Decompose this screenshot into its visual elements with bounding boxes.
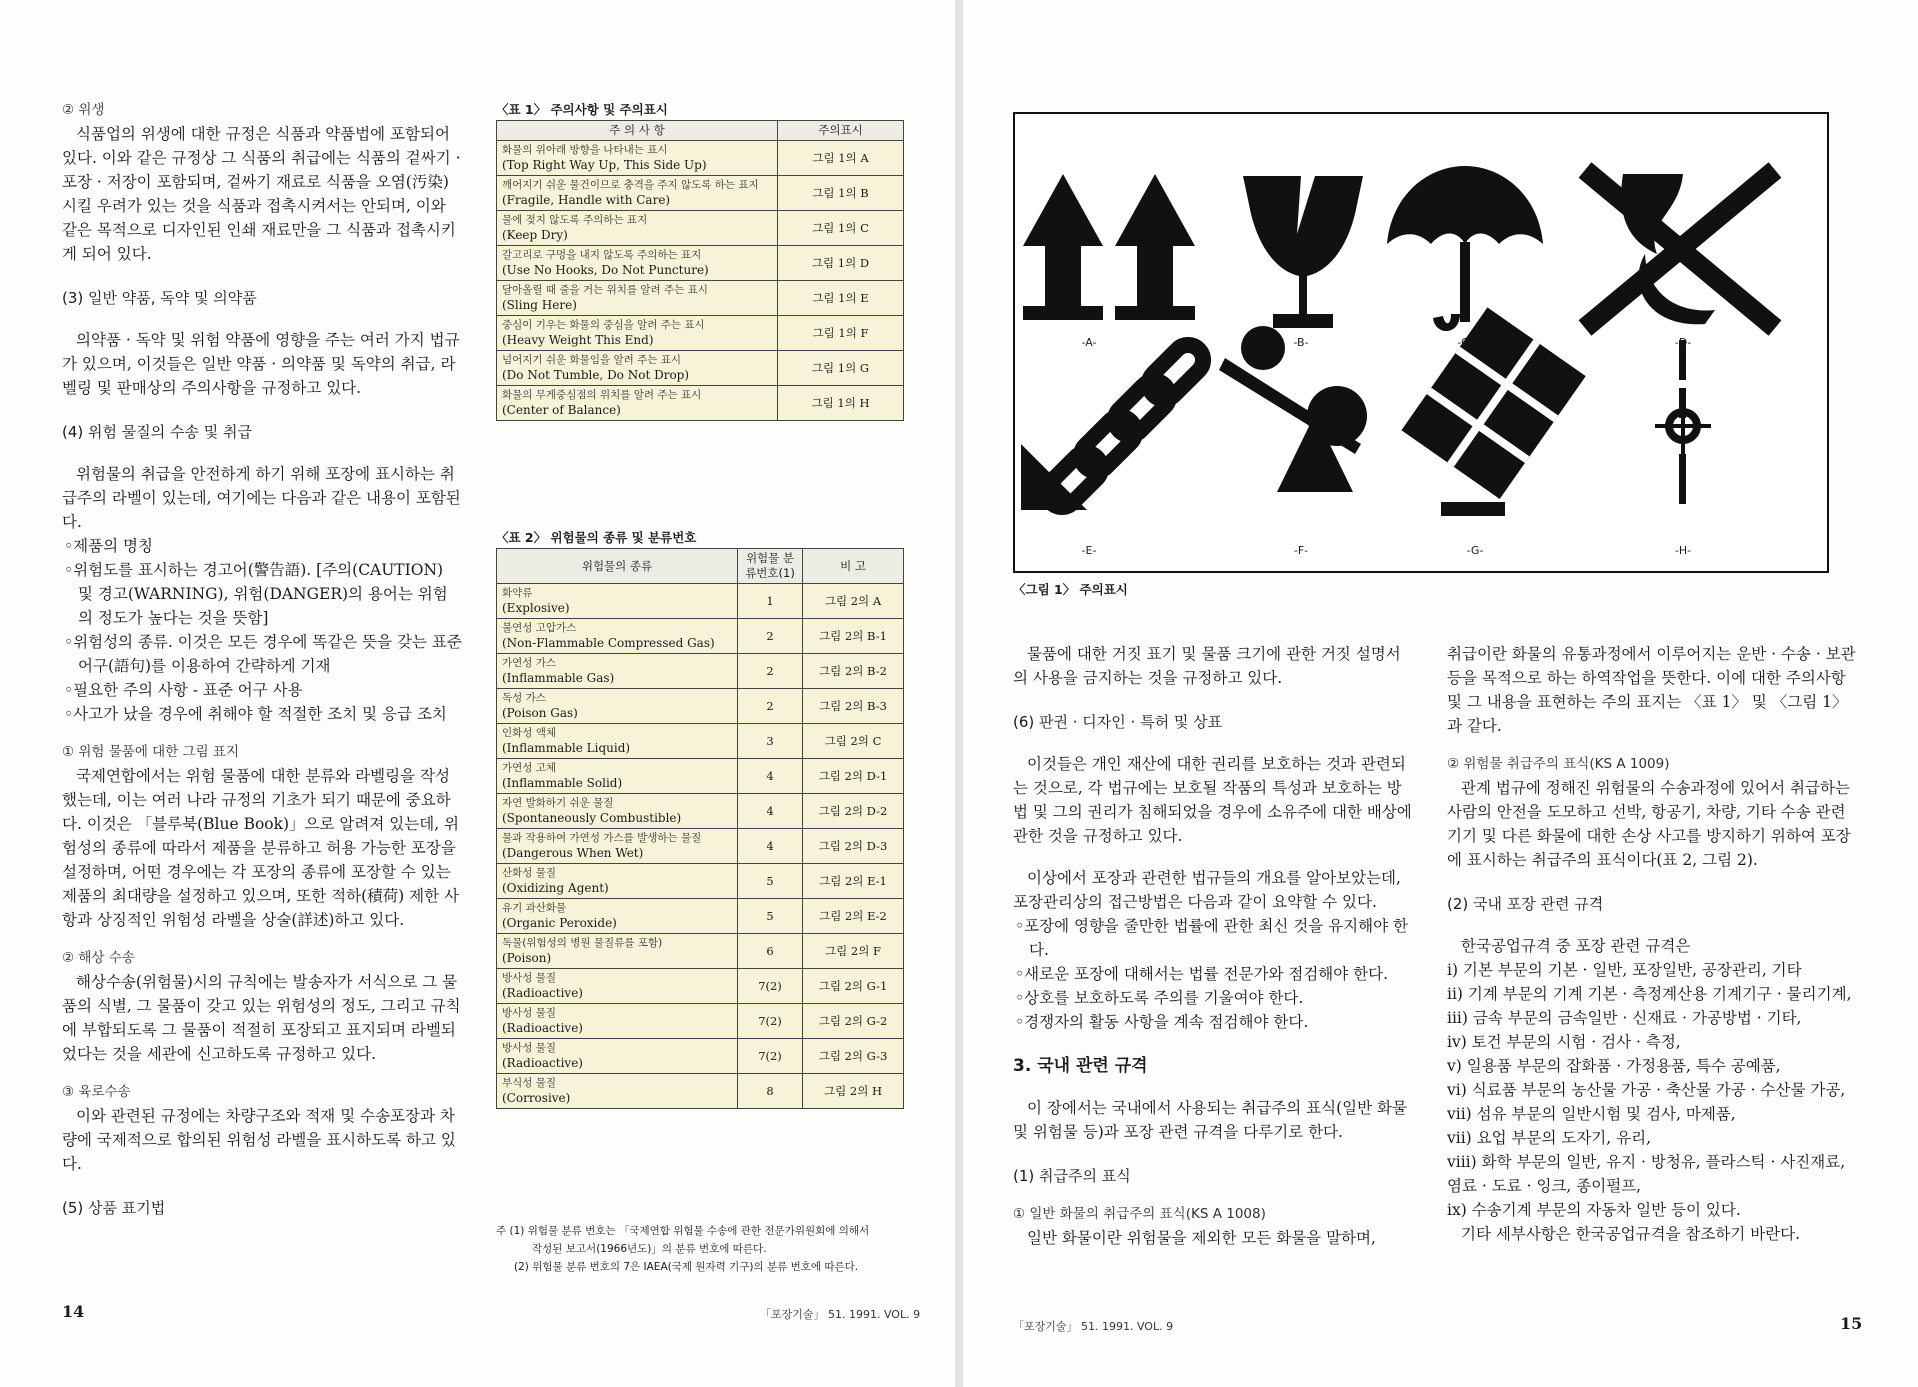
table-row: [497, 969, 904, 1004]
chapter-3-heading: 3. 국내 관련 규격: [1013, 1056, 1148, 1076]
caution-description-cell: [497, 351, 778, 386]
hazard-type-cell: [497, 864, 738, 899]
hazard-note-cell: 그림 2의 B-1: [803, 619, 904, 654]
caution-english-text: (Do Not Tumble, Do Not Drop): [502, 368, 690, 382]
list-item: ◦새로운 포장에 대해서는 법률 전문가와 점검해야 한다.: [1015, 965, 1389, 983]
hazard-class-number-cell: 2: [738, 654, 803, 689]
hazard-note-cell: 그림 2의 G-3: [803, 1039, 904, 1074]
heavy-weight-end-icon: [1219, 326, 1367, 492]
subsection-hygiene-heading: ② 위생: [62, 102, 105, 118]
list-item: viii) 화학 부문의 일반, 유지 · 방청유, 플라스틱 · 사진재료, 염료 · 도료 · 잉크, 종이펄프,: [1447, 1153, 1846, 1195]
caution-korean-text: 달아올릴 때 줄을 거는 위치를 알려 주는 표시: [502, 284, 708, 296]
footnote: (2) 위험물 분류 번호의 7은 IAEA(국제 원자력 기구)의 분류 번호에 따른다.: [514, 1261, 859, 1273]
list-item: ◦포장에 영향을 줄만한 법률에 관한 최신 것을 유지해야 한다.: [1015, 917, 1408, 959]
caution-english-text: (Center of Balance): [502, 403, 621, 417]
list-item: ◦위험성의 종류. 이것은 모든 경우에 똑같은 뜻을 갖는 표준어구(語句)를 이용하여 간략하게 기재: [64, 633, 462, 675]
caution-description-cell: [497, 316, 778, 351]
hazard-note-cell: 그림 2의 C: [803, 724, 904, 759]
list-item: vii) 섬유 부문의 일반시험 및 검사, 마제품,: [1447, 1105, 1736, 1123]
table-row: [497, 211, 904, 246]
list-item: vi) 식료품 부문의 농산물 가공 · 축산물 가공 · 수산물 가공,: [1447, 1081, 1846, 1099]
hazard-type-cell: [497, 654, 738, 689]
page-footer: 「포장기술」 51. 1991. VOL. 9: [1013, 1320, 1174, 1333]
paragraph-summary: 이상에서 포장과 관련한 법규들의 개요를 알아보았는데, 포장관리상의 접근방법은 다음과 같이 요약할 수 있다.: [1013, 869, 1401, 911]
caution-korean-text: 갈고리로 구멍을 내지 않도록 주의하는 표지: [502, 249, 702, 261]
caution-english-text: (Sling Here): [502, 298, 577, 312]
table2-caption: 〈표 2〉 위험물의 종류 및 분류번호: [496, 530, 697, 545]
figure-label-h: -H-: [1674, 544, 1692, 557]
list-item: ii) 기계 부문의 기계 기본 · 측정계산용 기계기구 · 물리기계,: [1447, 985, 1852, 1003]
list-item: ◦필요한 주의 사항 - 표준 어구 사용: [64, 681, 303, 699]
hazard-korean-text: 방사성 물질: [502, 1042, 557, 1054]
paragraph-sea: 해상수송(위험물)시의 규칙에는 발송자가 서식으로 그 물품의 식별, 그 물품이 갖고 있는 위험성의 정도, 그리고 규칙에 부합되도록 그 물품이 적절히 포장되고 표지되며 라벨되었다는 것을 세관에 신고하도록 규정하고 있다.: [62, 973, 461, 1063]
hazard-english-text: (Inflammable Solid): [502, 776, 623, 790]
left-text-column: [62, 98, 462, 1220]
hazard-type-cell: [497, 619, 738, 654]
subsection-sea-heading: ② 해상 수송: [62, 950, 135, 966]
hazard-class-number-cell: 2: [738, 689, 803, 724]
hazard-class-number-cell: 8: [738, 1074, 803, 1109]
left-page: [0, 0, 955, 1387]
table-row: [497, 351, 904, 386]
hazard-english-text: (Poison Gas): [502, 706, 578, 720]
hazard-class-number-cell: 4: [738, 794, 803, 829]
right-text-column-2: [1447, 642, 1862, 1246]
list-item: ◦경쟁자의 활동 사항을 계속 점검해야 한다.: [1015, 1013, 1309, 1031]
center-of-balance-icon: [1655, 340, 1711, 504]
table-row: [497, 1074, 904, 1109]
caution-korean-text: 화물의 위아래 방향을 나타내는 표시: [502, 144, 668, 156]
hazard-type-cell: [497, 794, 738, 829]
list-item: v) 일용품 부문의 잡화품 · 가정용품, 특수 공예품,: [1447, 1057, 1781, 1075]
hazard-english-text: (Inflammable Liquid): [502, 741, 631, 755]
hazard-english-text: (Explosive): [502, 601, 570, 615]
hazard-note-cell: 그림 2의 G-2: [803, 1004, 904, 1039]
hazard-class-number-cell: 5: [738, 864, 803, 899]
hazard-english-text: (Radioactive): [502, 1021, 583, 1035]
page-footer: 「포장기술」 51. 1991. VOL. 9: [760, 1308, 921, 1321]
figure-label-b: -B-: [1293, 336, 1309, 349]
hazard-korean-text: 물과 작용하여 가연성 가스를 발생하는 물질: [502, 832, 702, 844]
figure-label-f: -F-: [1293, 544, 1309, 557]
hazard-korean-text: 자연 발화하기 쉬운 물질: [502, 797, 614, 809]
caution-description-cell: [497, 386, 778, 421]
table-row: [497, 829, 904, 864]
table-row: [497, 934, 904, 969]
caution-mark-cell: 그림 1의 D: [778, 246, 904, 281]
table-row: [497, 141, 904, 176]
hazard-note-cell: 그림 2의 G-1: [803, 969, 904, 1004]
table1: [496, 120, 904, 421]
subsection-pictogram-heading: ① 위험 물품에 대한 그림 표지: [62, 744, 240, 760]
hazard-class-number-cell: 1: [738, 584, 803, 619]
table-row: [497, 689, 904, 724]
hazard-type-cell: [497, 1039, 738, 1074]
caution-mark-cell: 그림 1의 G: [778, 351, 904, 386]
section-4-heading: (4) 위험 물질의 수송 및 취급: [62, 423, 252, 441]
caution-korean-text: 물에 젖지 않도록 주의하는 표지: [502, 214, 648, 226]
paragraph-land: 이와 관련된 규정에는 차량구조와 적재 및 수송포장과 차량에 국제적으로 합의된 위험성 라벨을 표시하도록 하고 있다.: [62, 1107, 456, 1173]
list-item: vii) 요업 부문의 도자기, 유리,: [1447, 1129, 1652, 1147]
paragraph-ks-intro: 한국공업규격 중 포장 관련 규격은: [1461, 937, 1691, 955]
footnote: 작성된 보고서(1966년도)」의 분류 번호에 따른다.: [532, 1243, 767, 1255]
caution-mark-cell: 그림 1의 B: [778, 176, 904, 211]
paragraph-section-3: 의약품 · 독약 및 위험 약품에 영향을 주는 여러 가지 법규가 있으며, 이것들은 일반 약품 · 의약품 및 독약의 취급, 라벨링 및 판매상의 주의사항을 규정하고 있다.: [62, 331, 460, 397]
hazard-class-number-cell: 6: [738, 934, 803, 969]
table-row: [497, 316, 904, 351]
table-row: [497, 1039, 904, 1074]
paragraph-section-4: 위험물의 취급을 안전하게 하기 위해 포장에 표시하는 취급주의 라벨이 있는데, 여기에는 다음과 같은 내용이 포함된다.: [62, 465, 461, 531]
table-row: [497, 899, 904, 934]
caution-mark-cell: 그림 1의 F: [778, 316, 904, 351]
hazard-class-number-cell: 7(2): [738, 1004, 803, 1039]
footnote: 주 (1) 위험물 분류 번호는 「국제연합 위험물 수송에 관한 전문가위원회에 의해서: [496, 1225, 870, 1237]
caution-english-text: (Fragile, Handle with Care): [502, 193, 671, 207]
table-row: [497, 584, 904, 619]
hazard-korean-text: 독물(위험성의 병원 물질류를 포함): [502, 937, 663, 949]
sling-here-chain-icon: [1041, 339, 1209, 513]
paragraph-general-cargo: 일반 화물이란 위험물을 제외한 모든 화물을 말하며,: [1027, 1229, 1376, 1247]
subsection-general-cargo-heading: ① 일반 화물의 취급주의 표식(KS A 1008): [1013, 1206, 1266, 1222]
paragraph-pictogram: 국제연합에서는 위험 물품에 대한 분류와 라벨링을 작성했는데, 이는 여러 나라 규정의 기초가 되기 때문에 중요하다. 이것은 「블루북(Blue Book)」으로 알려져 있는데, 위험성의 종류에 따라서 제품을 분류하고 허용 가능한 포장을 설정하며, 어떤 경우에는 각 포장의 종류에 포장할 수 있는 제품의 최대량을 설정하고 있으며, 또한 적하(積荷) 제한 사항과 상징적인 위험성 라벨을 상술(詳述)하고 있다.: [62, 767, 460, 929]
hazard-note-cell: 그림 2의 D-2: [803, 794, 904, 829]
hazard-english-text: (Poison): [502, 951, 552, 965]
fragile-glass-icon: [1243, 176, 1363, 328]
paragraph-hygiene: 식품업의 위생에 대한 규정은 식품과 약품법에 포함되어 있다. 이와 같은 규정상 그 식품의 취급에는 식품의 겉싸기 · 포장 · 저장이 포함되며, 겉싸기 재료로 식품을 오염(汚染)시킬 우려가 있는 것을 식품과 접촉시켜서는 안되며, 이와 같은 목적으로 디자인된 인쇄 재료만을 그 식품과 접촉시키게 되어 있다.: [62, 125, 461, 263]
hazard-type-cell: [497, 969, 738, 1004]
hazard-class-number-cell: 7(2): [738, 1039, 803, 1074]
caution-english-text: (Top Right Way Up, This Side Up): [502, 158, 707, 172]
figure-handling-marks: [1013, 112, 1829, 573]
caution-description-cell: [497, 246, 778, 281]
hazard-note-cell: 그림 2의 A: [803, 584, 904, 619]
caution-mark-cell: 그림 1의 A: [778, 141, 904, 176]
list-item: ix) 수송기계 부문의 자동차 일반 등이 있다.: [1447, 1201, 1741, 1219]
figure-label-d: -D-: [1674, 336, 1692, 349]
hazard-english-text: (Dangerous When Wet): [502, 846, 644, 860]
list-item: ◦위험도를 표시하는 경고어(警告語). [주의(CAUTION) 및 경고(WARNING), 위험(DANGER)의 용어는 위험의 정도가 높다는 것을 뜻함]: [64, 561, 448, 627]
figure-label-e: -E-: [1081, 544, 1097, 557]
table-header: 주의표시: [778, 121, 904, 141]
list-item: ◦제품의 명칭: [64, 537, 153, 555]
list-item: ◦상호를 보호하도록 주의를 기울여야 한다.: [1015, 989, 1304, 1007]
no-hooks-icon: [1585, 170, 1775, 328]
hazard-note-cell: 그림 2의 F: [803, 934, 904, 969]
hazard-english-text: (Non-Flammable Compressed Gas): [502, 636, 715, 650]
table-row: [497, 386, 904, 421]
paragraph-closing: 기타 세부사항은 한국공업규격을 참조하기 바란다.: [1461, 1225, 1801, 1243]
keep-dry-umbrella-icon: [1387, 166, 1543, 331]
hazard-class-number-cell: 2: [738, 619, 803, 654]
hazard-type-cell: [497, 724, 738, 759]
caution-mark-cell: 그림 1의 H: [778, 386, 904, 421]
hazard-note-cell: 그림 2의 D-1: [803, 759, 904, 794]
table-row: [497, 654, 904, 689]
hazard-english-text: (Inflammable Gas): [502, 671, 615, 685]
page-number: 15: [1840, 1314, 1863, 1333]
hazard-english-text: (Radioactive): [502, 986, 583, 1000]
hazard-korean-text: 인화성 액체: [502, 727, 557, 739]
caution-mark-cell: 그림 1의 E: [778, 281, 904, 316]
caution-english-text: (Use No Hooks, Do Not Puncture): [502, 263, 709, 277]
caution-korean-text: 중심이 기우는 화물의 중심을 알려 주는 표시: [502, 319, 705, 331]
section-6-heading: (6) 판권 · 디자인 · 특허 및 상표: [1013, 713, 1223, 731]
hazard-type-cell: [497, 934, 738, 969]
hazard-korean-text: 유기 과산화물: [502, 902, 567, 914]
caution-mark-cell: 그림 1의 C: [778, 211, 904, 246]
list-item: iv) 토건 부문의 시험 · 검사 · 측정,: [1447, 1033, 1681, 1051]
hazard-english-text: (Organic Peroxide): [502, 916, 617, 930]
hazard-type-cell: [497, 1074, 738, 1109]
hazard-class-number-cell: 7(2): [738, 969, 803, 1004]
hazard-english-text: (Spontaneously Combustible): [502, 811, 682, 825]
page-gutter: [955, 0, 963, 1387]
caution-korean-text: 깨어지기 쉬운 물건이므로 충격을 주지 않도록 하는 표지: [502, 179, 759, 191]
paragraph-dangerous-goods: 관계 법규에 정해진 위험물의 수송과정에 있어서 취급하는 사람의 안전을 도모하고 선박, 항공기, 차량, 기타 수송 관련 기기 및 다른 화물에 대한 손상 사고를 방지하기 위하여 포장에 표시하는 취급주의 표식이다(표 2, 그림 2).: [1447, 779, 1851, 869]
caution-description-cell: [497, 211, 778, 246]
figure-label-c: -C-: [1457, 336, 1473, 349]
hazard-english-text: (Radioactive): [502, 1056, 583, 1070]
table2: [496, 548, 904, 1109]
caution-description-cell: [497, 281, 778, 316]
section-1-heading: (1) 취급주의 표식: [1013, 1167, 1131, 1185]
figure-label-a: -A-: [1081, 336, 1097, 349]
caution-english-text: (Heavy Weight This End): [502, 333, 654, 347]
section-2-heading: (2) 국내 포장 관련 규격: [1447, 895, 1604, 913]
caution-english-text: (Keep Dry): [502, 228, 568, 242]
hazard-korean-text: 방사성 물질: [502, 972, 557, 984]
figure-caption: 〈그림 1〉 주의표시: [1013, 582, 1128, 597]
list-item: ◦사고가 났을 경우에 취해야 할 적절한 조치 및 응급 조치: [64, 705, 447, 723]
hazard-korean-text: 가연성 가스: [502, 657, 557, 669]
page-number: 14: [62, 1302, 85, 1321]
subsection-dangerous-goods-heading: ② 위험물 취급주의 표식(KS A 1009): [1447, 756, 1670, 772]
hazard-korean-text: 독성 가스: [502, 692, 546, 704]
hazard-english-text: (Corrosive): [502, 1091, 571, 1105]
caution-description-cell: [497, 141, 778, 176]
hazard-class-number-cell: 4: [738, 759, 803, 794]
hazard-korean-text: 산화성 물질: [502, 867, 557, 879]
hazard-note-cell: 그림 2의 E-1: [803, 864, 904, 899]
hazard-korean-text: 화약류: [502, 587, 533, 599]
section-5-heading: (5) 상품 표기법: [62, 1199, 166, 1217]
table-header: 주 의 사 항: [497, 121, 778, 141]
table-header: 위험물의 종류: [497, 549, 738, 584]
hazard-class-number-cell: 4: [738, 829, 803, 864]
subsection-land-heading: ③ 육로수송: [62, 1084, 131, 1100]
hazard-english-text: (Oxidizing Agent): [502, 881, 609, 895]
hazard-korean-text: 가연성 고체: [502, 762, 557, 774]
caution-korean-text: 넘어지기 쉬운 화물임을 알려 주는 표시: [502, 354, 681, 366]
hazard-korean-text: 불연성 고압가스: [502, 622, 577, 634]
hazard-note-cell: 그림 2의 D-3: [803, 829, 904, 864]
list-item: iii) 금속 부문의 금속일반 · 신재료 · 가공방법 · 기타,: [1447, 1009, 1802, 1027]
table2-footnotes: [496, 1222, 916, 1276]
hazard-note-cell: 그림 2의 B-3: [803, 689, 904, 724]
table-row: [497, 794, 904, 829]
right-text-column-1: [1013, 642, 1413, 1250]
paragraph-handling-definition: 취급이란 화물의 유통과정에서 이루어지는 운반 · 수송 · 보관 등을 목적으로 하는 하역작업을 뜻한다. 이에 대한 주의사항 및 그 내용을 표현하는 주의 표지는 〈표 1〉 및 〈그림 1〉과 같다.: [1447, 645, 1856, 735]
hazard-note-cell: 그림 2의 H: [803, 1074, 904, 1109]
table1-caption: 〈표 1〉 주의사항 및 주의표시: [496, 102, 668, 117]
hazard-type-cell: [497, 1004, 738, 1039]
hazard-type-cell: [497, 584, 738, 619]
table-row: [497, 864, 904, 899]
table-row: [497, 759, 904, 794]
hazard-type-cell: [497, 829, 738, 864]
hazard-type-cell: [497, 899, 738, 934]
hazard-class-number-cell: 5: [738, 899, 803, 934]
table-row: [497, 619, 904, 654]
caution-korean-text: 화물의 무게중심점의 위치를 알려 주는 표시: [502, 389, 702, 401]
paragraph-section-6: 이것들은 개인 재산에 대한 권리를 보호하는 것과 관련되는 것으로, 각 법규에는 보호될 작품의 특성과 보호하는 방법 및 그의 권리가 침해되었을 경우에 소유주에 대한 배상에 관한 것을 규정하고 있다.: [1013, 755, 1412, 845]
hazard-korean-text: 방사성 물질: [502, 1007, 557, 1019]
section-3-heading: (3) 일반 약품, 독약 및 의약품: [62, 289, 257, 307]
this-side-up-icon: [1023, 174, 1195, 320]
table-row: [497, 724, 904, 759]
hazard-type-cell: [497, 689, 738, 724]
table-header: 위험물 분류번호(1): [738, 549, 803, 584]
figure-label-g: -G-: [1466, 544, 1484, 557]
list-item: i) 기본 부문의 기본 · 일반, 포장일반, 공장관리, 기타: [1447, 961, 1802, 979]
paragraph-false-labeling: 물품에 대한 거짓 표기 및 물품 크기에 관한 거짓 설명서의 사용을 금지하는 것을 규정하고 있다.: [1013, 645, 1401, 687]
table-row: [497, 281, 904, 316]
caution-description-cell: [497, 176, 778, 211]
hazard-korean-text: 부식성 물질: [502, 1077, 557, 1089]
paragraph-chapter-3: 이 장에서는 국내에서 사용되는 취급주의 표식(일반 화물 및 위험물 등)과 포장 관련 규격을 다루기로 한다.: [1013, 1099, 1407, 1141]
table-row: [497, 176, 904, 211]
table-row: [497, 246, 904, 281]
table-header: 비 고: [803, 549, 904, 584]
hazard-type-cell: [497, 759, 738, 794]
table-row: [497, 1004, 904, 1039]
hazard-note-cell: 그림 2의 B-2: [803, 654, 904, 689]
hazard-note-cell: 그림 2의 E-2: [803, 899, 904, 934]
hazard-class-number-cell: 3: [738, 724, 803, 759]
